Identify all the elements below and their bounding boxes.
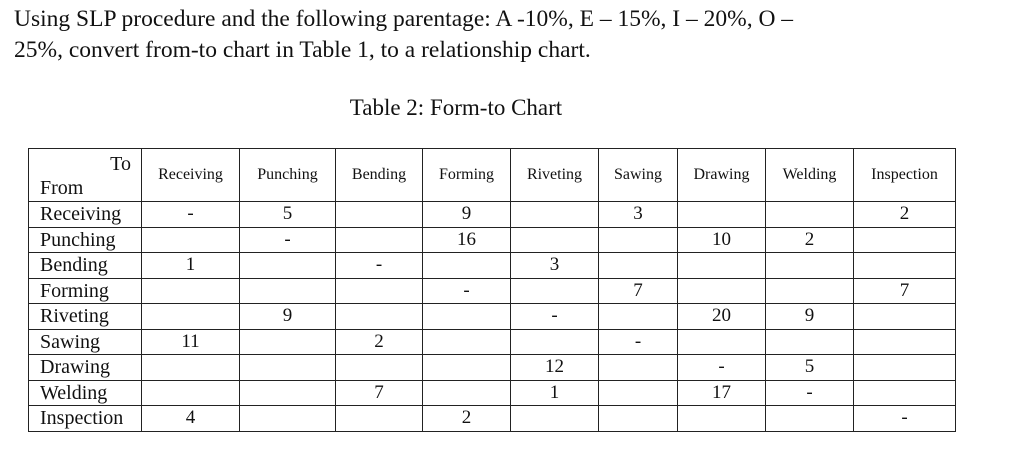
table-cell: 17 — [678, 380, 766, 406]
row-label: Sawing — [29, 329, 142, 355]
table-cell — [511, 278, 599, 304]
table-cell: 11 — [142, 329, 240, 355]
table-cell — [336, 355, 423, 381]
table-cell: 5 — [766, 355, 854, 381]
table-cell — [766, 202, 854, 228]
table-cell — [678, 253, 766, 279]
column-header: Riveting — [511, 149, 599, 202]
table-cell — [854, 253, 956, 279]
table-cell — [511, 406, 599, 432]
table-cell: - — [336, 253, 423, 279]
table-cell — [240, 329, 336, 355]
table-cell: 20 — [678, 304, 766, 330]
table-cell — [142, 355, 240, 381]
table-cell: 9 — [423, 202, 511, 228]
table-cell — [423, 380, 511, 406]
table-cell: - — [511, 304, 599, 330]
row-label: Drawing — [29, 355, 142, 381]
table-cell — [599, 304, 678, 330]
row-label: Inspection — [29, 406, 142, 432]
to-label: To — [110, 153, 131, 175]
column-header: Drawing — [678, 149, 766, 202]
table-row — [29, 329, 956, 355]
table-cell: 2 — [423, 406, 511, 432]
table-cell: - — [854, 406, 956, 432]
table-row — [29, 278, 956, 304]
table-cell: 7 — [336, 380, 423, 406]
table-row — [29, 406, 956, 432]
table-cell — [599, 253, 678, 279]
table-cell: 9 — [766, 304, 854, 330]
row-label: Bending — [29, 253, 142, 279]
table-cell: 7 — [854, 278, 956, 304]
table-cell — [766, 253, 854, 279]
table-cell — [854, 380, 956, 406]
table-cell — [766, 406, 854, 432]
table-cell — [240, 355, 336, 381]
table-cell: - — [423, 278, 511, 304]
table-cell — [423, 355, 511, 381]
table-cell — [142, 380, 240, 406]
table-cell — [423, 329, 511, 355]
table-cell — [423, 253, 511, 279]
table-cell — [423, 304, 511, 330]
table-cell: 3 — [599, 202, 678, 228]
table-cell — [854, 304, 956, 330]
table-cell — [336, 227, 423, 253]
column-header: Forming — [423, 149, 511, 202]
header-row — [29, 149, 956, 202]
row-label: Forming — [29, 278, 142, 304]
table-cell: - — [240, 227, 336, 253]
table-row — [29, 227, 956, 253]
table-cell — [142, 227, 240, 253]
table-cell: 2 — [854, 202, 956, 228]
table-caption: Table 2: Form-to Chart — [349, 95, 563, 120]
table-cell — [240, 278, 336, 304]
table-cell: - — [599, 329, 678, 355]
table-cell — [142, 278, 240, 304]
table-cell — [511, 329, 599, 355]
table-cell: 1 — [511, 380, 599, 406]
table-cell — [336, 304, 423, 330]
column-header: Sawing — [599, 149, 678, 202]
row-label: Punching — [29, 227, 142, 253]
table-cell: - — [678, 355, 766, 381]
table-cell: 12 — [511, 355, 599, 381]
table-cell — [599, 355, 678, 381]
table-row — [29, 304, 956, 330]
table-row — [29, 253, 956, 279]
column-header: Receiving — [142, 149, 240, 202]
row-label: Receiving — [29, 202, 142, 228]
from-to-chart-table — [28, 148, 956, 432]
table-cell — [142, 304, 240, 330]
table-cell — [678, 406, 766, 432]
table-cell: 3 — [511, 253, 599, 279]
table-cell — [336, 278, 423, 304]
table-cell: - — [766, 380, 854, 406]
table-cell: 4 — [142, 406, 240, 432]
table-cell: 7 — [599, 278, 678, 304]
table-cell: 1 — [142, 253, 240, 279]
question-line-2: 25%, convert from-to chart in Table 1, to a relationship chart. — [14, 37, 591, 63]
table-cell — [599, 227, 678, 253]
column-header: Welding — [766, 149, 854, 202]
table-cell: 2 — [336, 329, 423, 355]
table-cell: 10 — [678, 227, 766, 253]
table-cell — [678, 278, 766, 304]
table-cell: - — [142, 202, 240, 228]
table-row — [29, 380, 956, 406]
table-cell — [240, 253, 336, 279]
table-cell — [599, 406, 678, 432]
table-cell — [854, 329, 956, 355]
table-cell: 2 — [766, 227, 854, 253]
question-line-1: Using SLP procedure and the following parentage: A -10%, E – 15%, I – 20%, O – — [14, 6, 794, 32]
column-header: Punching — [240, 149, 336, 202]
table-cell: 16 — [423, 227, 511, 253]
row-label: Riveting — [29, 304, 142, 330]
table-cell — [766, 329, 854, 355]
table-cell — [511, 227, 599, 253]
table-row — [29, 202, 956, 228]
table-cell — [766, 278, 854, 304]
table-cell — [240, 380, 336, 406]
table-cell — [854, 355, 956, 381]
row-label: Welding — [29, 380, 142, 406]
table-cell — [336, 202, 423, 228]
table-cell — [336, 406, 423, 432]
table-cell — [678, 329, 766, 355]
table-cell — [511, 202, 599, 228]
table-cell: 9 — [240, 304, 336, 330]
table-cell — [599, 380, 678, 406]
table-cell — [678, 202, 766, 228]
table-cell — [240, 406, 336, 432]
column-header: Bending — [336, 149, 423, 202]
from-label: From — [40, 177, 84, 199]
column-header: Inspection — [854, 149, 956, 202]
corner-cell — [29, 149, 142, 202]
table-row — [29, 355, 956, 381]
question-text — [14, 4, 1014, 66]
table-cell: 5 — [240, 202, 336, 228]
table-cell — [854, 227, 956, 253]
